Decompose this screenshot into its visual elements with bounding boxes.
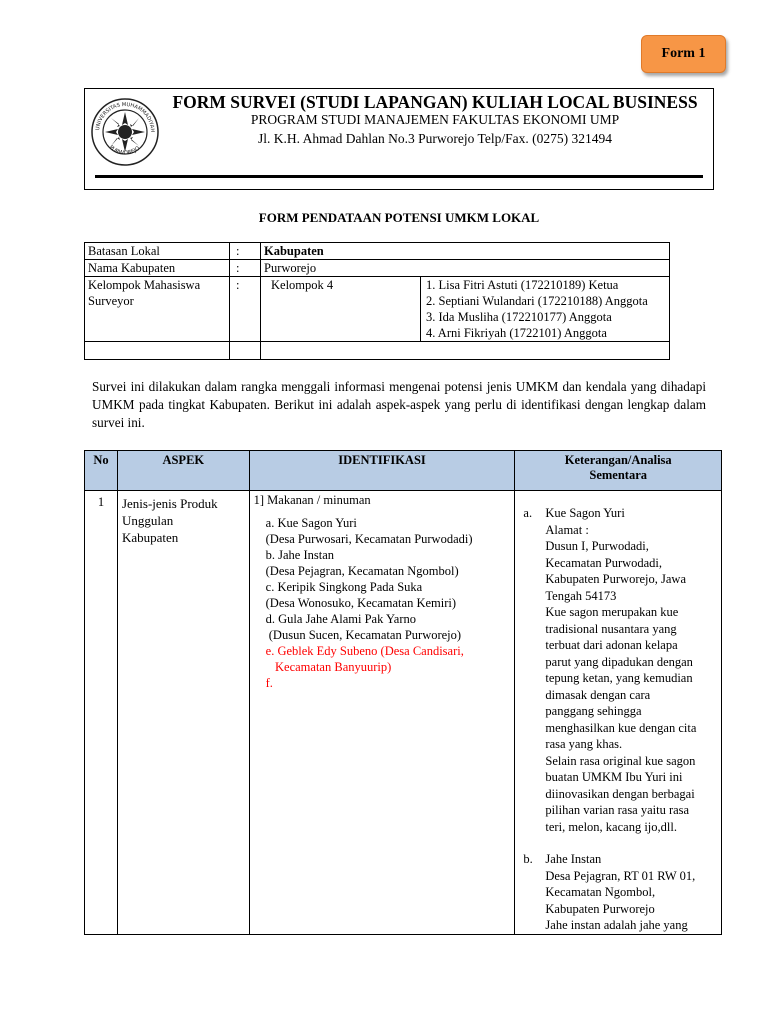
kabupaten-label: Nama Kabupaten [85,260,230,277]
letterhead [84,88,714,190]
kelompok-label: Kelompok Mahasiswa Surveyor [85,277,230,342]
batasan-value: Kabupaten [261,243,670,260]
header-aspek: ASPEK [117,451,249,491]
info-row-kelompok [85,277,670,342]
ident-heading: 1] Makanan / minuman [253,493,371,507]
row-number: 1 [85,491,118,935]
list-item: c. Keripik Singkong Pada Suka [265,580,423,594]
batasan-label: Batasan Lokal [85,243,230,260]
member-item: 1. Lisa Fitri Astuti (172210189) Ketua [426,278,619,292]
list-item-highlighted: Kecamatan Banyuurip) [265,660,392,674]
identifikasi-cell [249,491,515,935]
form-title: FORM SURVEI (STUDI LAPANGAN) KULIAH LOCAL BUSINESS [172,92,698,112]
kabupaten-value: Purworejo [261,260,670,277]
header-divider [95,175,703,178]
kelompok-value: Kelompok 4 [261,277,421,342]
form-badge: Form 1 [641,35,726,73]
member-item: 2. Septiani Wulandari (172210188) Anggota [426,294,648,308]
info-row-empty [85,342,670,360]
list-item: d. Gula Jahe Alami Pak Yarno [265,612,416,626]
keterangan-cell [515,491,722,935]
ident-list [254,515,511,691]
header-keterangan: Keterangan/Analisa Sementara [515,451,722,491]
colon: : [230,260,261,277]
university-logo [90,97,160,167]
list-item: (Desa Wonosuko, Kecamatan Kemiri) [265,596,457,610]
header-no: No [85,451,118,491]
colon: : [230,243,261,260]
program-name: PROGRAM STUDI MANAJEMEN FAKULTAS EKONOMI UMP [250,112,620,127]
list-item: (Desa Pejagran, Kecamatan Ngombol) [265,564,459,578]
info-table [84,242,670,360]
svg-text:PURWOREJO: PURWOREJO [107,144,142,157]
survey-table [84,450,722,935]
document-title: FORM PENDATAAN POTENSI UMKM LOKAL [258,210,540,225]
member-item: 4. Arni Fikriyah (1722101) Anggota [426,326,607,340]
header-identifikasi: IDENTIFIKASI [249,451,515,491]
aspek-cell: Jenis-jenis Produk Unggulan Kabupaten [117,491,249,935]
list-item: b. Jahe Instan [265,548,335,562]
table-row [85,491,722,935]
list-item: (Dusun Sucen, Kecamatan Purworejo) [265,628,462,642]
keterangan-item-a: a. Kue Sagon Yuri Alamat : Dusun I, Purwodadi, Kecamatan Purwodadi, Kabupaten Purworejo, Jawa Tengah 54173 Kue sagon merupakan kue tradisional nusantara yang terbuat dari adonan kelapa parut yang dipadukan dengan tepung ketan, yang kemudian dimasak dengan cara panggang sehingga menghasilkan kue dengan cita rasa yang khas. Selain rasa original kue sagon buatan UMKM Ibu Yuri ini diinovasikan dengan berbagai pilihan varian rasa yaitu rasa teri, melon, kacang ijo,dll. [523,506,697,834]
colon: : [230,277,261,342]
keterangan-item-b: b. Jahe Instan Desa Pejagran, RT 01 RW 01, Kecamatan Ngombol, Kabupaten Purworejo Jahe instan adalah jahe yang [523,852,696,932]
list-item-highlighted: f. [265,676,273,690]
table-header-row [85,451,722,491]
intro-paragraph: Survei ini dilakukan dalam rangka menggali informasi mengenai potensi jenis UMKM dan kendala yang dihadapi UMKM pada tingkat Kabupaten. Berikut ini adalah aspek-aspek yang perlu di identifikasi dengan lengkap dalam survei ini. [92,379,706,430]
info-row-kabupaten [85,260,670,277]
address: Jl. K.H. Ahmad Dahlan No.3 Purworejo Telp/Fax. (0275) 321494 [258,131,612,146]
info-row-batasan [85,243,670,260]
list-item-highlighted: e. Geblek Edy Subeno (Desa Candisari, [265,644,464,658]
member-list [421,277,670,342]
member-item: 3. Ida Musliha (172210177) Anggota [426,310,612,324]
list-item: a. Kue Sagon Yuri [265,516,357,530]
list-item: (Desa Purwosari, Kecamatan Purwodadi) [265,532,473,546]
svg-text:UNIVERSITAS MUHAMMADIYAH: UNIVERSITAS MUHAMMADIYAH [95,101,156,133]
